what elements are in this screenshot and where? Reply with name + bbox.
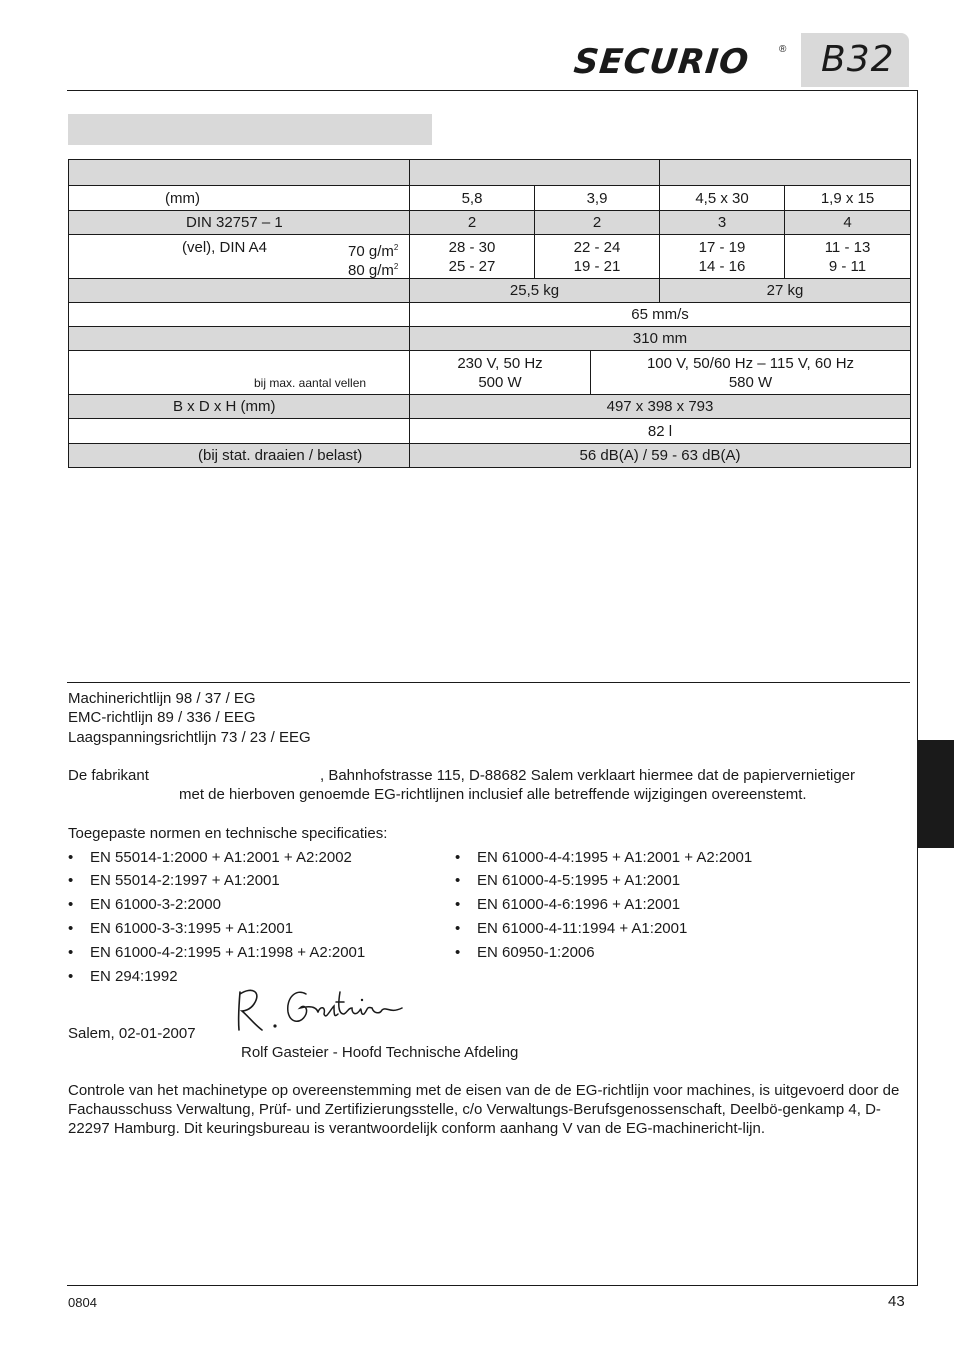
table-cell: 5,8: [410, 186, 535, 211]
table-row: [69, 235, 911, 279]
table-cell: 497 x 398 x 793: [410, 395, 911, 419]
power-label: bij max. aantal vellen: [69, 351, 410, 395]
table-cell: 310 mm: [410, 327, 911, 351]
table-row: [69, 186, 911, 211]
table-row: [69, 351, 911, 395]
language-tab: [917, 740, 954, 848]
table-row: [69, 419, 911, 444]
width-label: [69, 327, 410, 351]
noise-label: (bij stat. draaien / belast): [69, 444, 410, 468]
registered-mark: ®: [779, 44, 787, 55]
table-row: [69, 279, 911, 303]
capacity-label: (vel), DIN A4 70 $g/m^2$ 80 $g/m^2$: [69, 235, 410, 279]
manufacturer-prefix: De fabrikant: [68, 767, 149, 784]
table-cell: 3: [660, 211, 785, 235]
bottom-rule: [67, 1285, 918, 1286]
table-cell: 1,9 x 15: [785, 186, 911, 211]
table-cell: 56 dB(A) / 59 - 63 dB(A): [410, 444, 911, 468]
table-cell: 65 mm/s: [410, 303, 911, 327]
table-header-row: [69, 160, 911, 186]
handwritten-signature: [234, 984, 414, 1034]
table-header-cell: [660, 160, 911, 186]
security-level-label: DIN 32757 – 1: [69, 211, 410, 235]
table-cell: 4,5 x 30: [660, 186, 785, 211]
dimensions-label: B x D x H (mm): [69, 395, 410, 419]
cut-size-label: (mm): [69, 186, 410, 211]
directive-line: EMC-richtlijn 89 / 336 / EEG: [68, 709, 256, 726]
signatory: Rolf Gasteier - Hoofd Technische Afdeling: [241, 1044, 519, 1061]
model-name: B32: [821, 39, 895, 80]
manufacturer-text: , Bahnhofstrasse 115, D-88682 Salem verklaart hiermee dat de papiervernietiger: [320, 767, 856, 784]
table-cell: 27 kg: [660, 279, 911, 303]
table-header-cell: [69, 160, 410, 186]
volume-label: [69, 419, 410, 444]
table-cell: 22 - 24 19 - 21: [535, 235, 660, 279]
directive-line: Laagspanningsrichtlijn 73 / 23 / EEG: [68, 729, 311, 746]
table-cell: 28 - 30 25 - 27: [410, 235, 535, 279]
top-rule: [67, 90, 918, 91]
power-cell: 230 V, 50 Hz 500 W 100 V, 50/60 Hz – 115 V, 60 Hz 580 W: [410, 351, 911, 395]
table-cell: 82 l: [410, 419, 911, 444]
page-number: 43: [888, 1293, 905, 1310]
table-cell: 2: [535, 211, 660, 235]
weight-label: [69, 279, 410, 303]
table-row: [69, 303, 911, 327]
spec-table: [68, 159, 911, 468]
table-cell: 4: [785, 211, 911, 235]
place-date: Salem, 02-01-2007: [68, 1025, 196, 1042]
table-row: [69, 211, 911, 235]
section-rule: [67, 682, 910, 683]
manufacturer-text-line2: met de hierboven genoemde EG-richtlijnen inclusief alle betreffende wijzigingen overeenstemt.: [179, 786, 807, 803]
document-code: 0804: [68, 1295, 97, 1310]
control-paragraph: Controle van het machinetype op overeenstemming met de eisen van de de EG-richtlijn voor machines, is uitgevoerd door de Fachausschuss Verwaltung, Prüf- und Zertifizierungsstelle, c/o Verwaltungs-Berufsgenossenschaft, Deelbö-genkamp 4, D-22297 Hamburg. Dit keuringsbureau is verantwoordelijk conform aanhang V van de EG-machinericht-lijn.: [68, 1082, 900, 1137]
table-cell: 2: [410, 211, 535, 235]
right-rule: [917, 90, 918, 1286]
table-cell: 3,9: [535, 186, 660, 211]
table-header-cell: [410, 160, 660, 186]
table-cell: 11 - 13 9 - 11: [785, 235, 911, 279]
brand-logo: SECURIO: [571, 42, 752, 82]
directive-line: Machinerichtlijn 98 / 37 / EG: [68, 690, 256, 707]
section-title-bar: [68, 114, 432, 145]
table-row: [69, 444, 911, 468]
table-row: [69, 327, 911, 351]
table-row: [69, 395, 911, 419]
table-cell: 17 - 19 14 - 16: [660, 235, 785, 279]
speed-label: [69, 303, 410, 327]
standards-heading: Toegepaste normen en technische specificaties:: [68, 825, 388, 842]
table-cell: 25,5 kg: [410, 279, 660, 303]
